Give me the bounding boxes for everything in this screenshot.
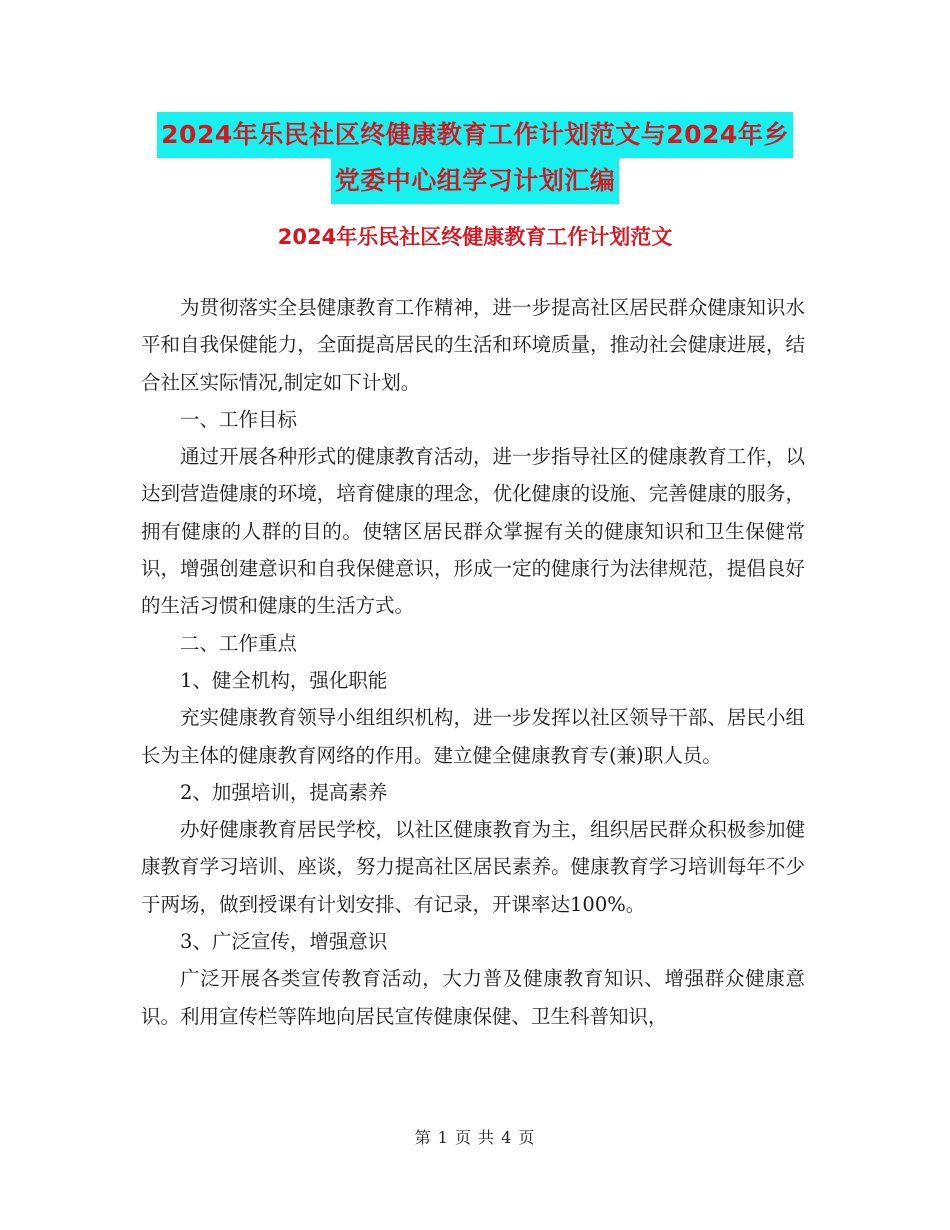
subheading-publicity: 3、广泛宣传，增强意识	[180, 930, 388, 954]
document-title	[140, 112, 810, 204]
heading-work-goal: 一、工作目标	[180, 407, 298, 431]
subheading-organization: 1、健全机构，强化职能	[180, 668, 388, 692]
paragraph-training: 办好健康教育居民学校，以社区健康教育为主，组织居民群众积极参加健康教育学习培训、座谈，努力提高社区居民素养。健康教育学习培训每年不少于两场，做到授课有计划安排、有记录，开课率达100%。	[141, 818, 805, 916]
document-title-line-2: 党委中心组学习计划汇编	[331, 158, 620, 204]
paragraph-intro: 为贯彻落实全县健康教育工作精神，进一步提高社区居民群众健康知识水平和自我保健能力，全面提高居民的生活和环境质量，推动社会健康进展，结合社区实际情况,制定如下计划。	[141, 296, 805, 394]
section-title: 2024年乐民社区终健康教育工作计划范文	[277, 225, 673, 249]
document-title-line-1: 2024年乐民社区终健康教育工作计划范文与2024年乡	[157, 112, 793, 158]
paragraph-organization: 充实健康教育领导小组组织机构，进一步发挥以社区领导干部、居民小组长为主体的健康教育网络的作用。建立健全健康教育专(兼)职人员。	[141, 706, 805, 767]
page-footer: 第 1 页 共 4 页	[414, 1128, 536, 1147]
paragraph-publicity: 广泛开展各类宣传教育活动，大力普及健康教育知识、增强群众健康意识。利用宣传栏等阵地向居民宣传健康保健、卫生科普知识，	[141, 967, 805, 1028]
subheading-training: 2、加强培训，提高素养	[180, 780, 388, 804]
document-body	[141, 289, 805, 1035]
heading-work-focus: 二、工作重点	[180, 631, 298, 655]
paragraph-work-goal: 通过开展各种形式的健康教育活动，进一步指导社区的健康教育工作，以达到营造健康的环境，培育健康的理念，优化健康的设施、完善健康的服务，拥有健康的人群的目的。使辖区居民群众掌握有关的健康知识和卫生保健常识，增强创建意识和自我保健意识，形成一定的健康行为法律规范，提倡良好的生活习惯和健康的生活方式。	[141, 445, 805, 618]
